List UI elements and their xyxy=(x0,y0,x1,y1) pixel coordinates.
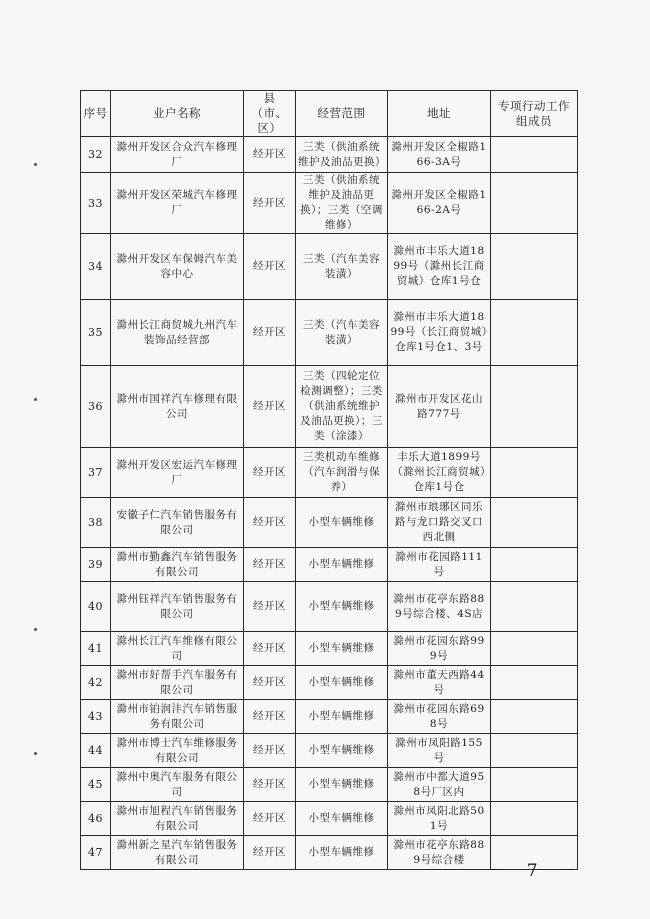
cell-seq: 34 xyxy=(81,234,111,300)
cell-seq: 37 xyxy=(81,448,111,498)
cell-address: 滁州市花园东路698号 xyxy=(388,700,491,734)
header-name: 业户名称 xyxy=(111,91,244,137)
cell-member xyxy=(491,137,578,173)
cell-scope: 三类（汽车美容装潢） xyxy=(296,234,388,300)
cell-scope: 小型车辆维修 xyxy=(296,768,388,802)
header-member: 专项行动工作组成员 xyxy=(491,91,578,137)
cell-scope: 小型车辆维修 xyxy=(296,498,388,548)
cell-member xyxy=(491,700,578,734)
cell-scope: 三类（供油系统维护及油品更换） xyxy=(296,137,388,173)
cell-member xyxy=(491,666,578,700)
cell-scope: 三类机动车维修（汽车润滑与保养） xyxy=(296,448,388,498)
cell-address: 滁州开发区全椒路166-2A号 xyxy=(388,173,491,234)
cell-scope: 小型车辆维修 xyxy=(296,666,388,700)
cell-address: 滁州市花亭东路889号综合楼、4S店 xyxy=(388,582,491,632)
cell-address: 滁州市花园东路999号 xyxy=(388,632,491,666)
header-address: 地址 xyxy=(388,91,491,137)
cell-business-name: 滁州市好帮手汽车服务有限公司 xyxy=(111,666,244,700)
binding-hole-dot xyxy=(34,752,37,755)
cell-scope: 小型车辆维修 xyxy=(296,700,388,734)
cell-county: 经开区 xyxy=(244,173,296,234)
cell-address: 滁州市花亭东路889号综合楼 xyxy=(388,836,491,870)
cell-county: 经开区 xyxy=(244,836,296,870)
table-header-row xyxy=(81,91,578,137)
cell-county: 经开区 xyxy=(244,234,296,300)
cell-scope: 小型车辆维修 xyxy=(296,802,388,836)
table-row xyxy=(81,802,578,836)
table-row xyxy=(81,234,578,300)
table-row xyxy=(81,734,578,768)
table-row xyxy=(81,700,578,734)
page-number: － 7 － xyxy=(488,861,584,881)
cell-business-name: 滁州长江汽车维修有限公司 xyxy=(111,632,244,666)
cell-seq: 47 xyxy=(81,836,111,870)
cell-seq: 33 xyxy=(81,173,111,234)
cell-county: 经开区 xyxy=(244,802,296,836)
table-row xyxy=(81,448,578,498)
cell-member xyxy=(491,802,578,836)
cell-seq: 36 xyxy=(81,366,111,448)
cell-seq: 44 xyxy=(81,734,111,768)
cell-county: 经开区 xyxy=(244,498,296,548)
cell-seq: 32 xyxy=(81,137,111,173)
cell-seq: 35 xyxy=(81,300,111,366)
cell-member xyxy=(491,498,578,548)
table-row xyxy=(81,366,578,448)
cell-address: 丰乐大道1899号（滁州长江商贸城）仓库1号仓 xyxy=(388,448,491,498)
cell-member xyxy=(491,582,578,632)
cell-member xyxy=(491,300,578,366)
cell-business-name: 滁州市旭程汽车销售服务有限公司 xyxy=(111,802,244,836)
cell-business-name: 滁州新之星汽车销售服务有限公司 xyxy=(111,836,244,870)
table-row xyxy=(81,137,578,173)
binding-hole-dot xyxy=(34,628,37,631)
cell-business-name: 安徽子仁汽车销售服务有限公司 xyxy=(111,498,244,548)
cell-county: 经开区 xyxy=(244,768,296,802)
table-row xyxy=(81,498,578,548)
cell-county: 经开区 xyxy=(244,448,296,498)
cell-county: 经开区 xyxy=(244,582,296,632)
cell-business-name: 滁州长江商贸城九州汽车装饰品经营部 xyxy=(111,300,244,366)
cell-seq: 40 xyxy=(81,582,111,632)
cell-county: 经开区 xyxy=(244,548,296,582)
cell-county: 经开区 xyxy=(244,300,296,366)
cell-scope: 小型车辆维修 xyxy=(296,836,388,870)
cell-business-name: 滁州市博士汽车维修服务有限公司 xyxy=(111,734,244,768)
cell-scope: 小型车辆维修 xyxy=(296,548,388,582)
cell-business-name: 滁州市勤鑫汽车销售服务有限公司 xyxy=(111,548,244,582)
cell-member xyxy=(491,366,578,448)
cell-seq: 43 xyxy=(81,700,111,734)
cell-address: 滁州市董天西路44号 xyxy=(388,666,491,700)
cell-seq: 38 xyxy=(81,498,111,548)
cell-member xyxy=(491,234,578,300)
cell-address: 滁州开发区全椒路166-3A号 xyxy=(388,137,491,173)
header-seq: 序号 xyxy=(81,91,111,137)
table-body xyxy=(81,137,578,870)
cell-member xyxy=(491,768,578,802)
cell-business-name: 滁州市铂润沣汽车销售服务有限公司 xyxy=(111,700,244,734)
cell-member xyxy=(491,734,578,768)
cell-business-name: 滁州钰祥汽车销售服务有限公司 xyxy=(111,582,244,632)
cell-county: 经开区 xyxy=(244,700,296,734)
header-county: 县（市、区） xyxy=(244,91,296,137)
cell-address: 滁州市琅琊区同乐路与龙口路交叉口西北侧 xyxy=(388,498,491,548)
cell-county: 经开区 xyxy=(244,137,296,173)
cell-scope: 三类（四轮定位检测调整）；三类（供油系统维护及油品更换）；三类（涂漆） xyxy=(296,366,388,448)
cell-address: 滁州市凤阳路155号 xyxy=(388,734,491,768)
cell-business-name: 滁州市国祥汽车修理有限公司 xyxy=(111,366,244,448)
binding-hole-dot xyxy=(34,163,37,166)
cell-address: 滁州市中都大道958号厂区内 xyxy=(388,768,491,802)
cell-address: 滁州市开发区花山路777号 xyxy=(388,366,491,448)
cell-business-name: 滁州开发区车保姆汽车美容中心 xyxy=(111,234,244,300)
vehicle-repair-table xyxy=(80,90,578,870)
header-scope: 经营范围 xyxy=(296,91,388,137)
cell-seq: 45 xyxy=(81,768,111,802)
cell-scope: 小型车辆维修 xyxy=(296,582,388,632)
cell-member xyxy=(491,173,578,234)
cell-business-name: 滁州中奥汽车服务有限公司 xyxy=(111,768,244,802)
table-row xyxy=(81,300,578,366)
cell-business-name: 滁州开发区宏运汽车修理厂 xyxy=(111,448,244,498)
table-row xyxy=(81,548,578,582)
cell-scope: 小型车辆维修 xyxy=(296,734,388,768)
cell-address: 滁州市花园路111号 xyxy=(388,548,491,582)
cell-business-name: 滁州开发区荣城汽车修理厂 xyxy=(111,173,244,234)
table-row xyxy=(81,173,578,234)
binding-hole-dot xyxy=(34,398,37,401)
cell-address: 滁州市丰乐大道1899号（滁州长江商贸城）仓库1号仓 xyxy=(388,234,491,300)
cell-address: 滁州市丰乐大道1899号（长江商贸城）仓库1号仓1、3号 xyxy=(388,300,491,366)
cell-seq: 39 xyxy=(81,548,111,582)
cell-county: 经开区 xyxy=(244,366,296,448)
cell-seq: 46 xyxy=(81,802,111,836)
cell-seq: 42 xyxy=(81,666,111,700)
cell-member xyxy=(491,632,578,666)
cell-business-name: 滁州开发区合众汽车修理厂 xyxy=(111,137,244,173)
cell-seq: 41 xyxy=(81,632,111,666)
table-row xyxy=(81,768,578,802)
table-row xyxy=(81,632,578,666)
cell-scope: 三类（汽车美容装潢） xyxy=(296,300,388,366)
table-row xyxy=(81,666,578,700)
cell-address: 滁州市凤阳北路501号 xyxy=(388,802,491,836)
cell-county: 经开区 xyxy=(244,734,296,768)
cell-member xyxy=(491,448,578,498)
cell-scope: 小型车辆维修 xyxy=(296,632,388,666)
table-row xyxy=(81,582,578,632)
cell-scope: 三类（供油系统维护及油品更换）；三类（空调维修） xyxy=(296,173,388,234)
cell-member xyxy=(491,548,578,582)
cell-county: 经开区 xyxy=(244,666,296,700)
cell-county: 经开区 xyxy=(244,632,296,666)
